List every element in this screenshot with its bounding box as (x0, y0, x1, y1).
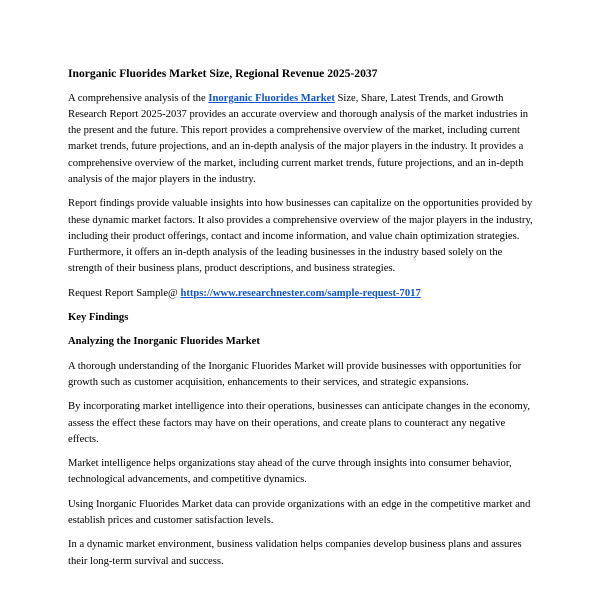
report-findings-paragraph: Report findings provide valuable insights into how businesses can capitalize on the opportunities provided by these dynamic market factors. It also provides a comprehensive overview of the major players in the industry, including their product offerings, contact and income information, and value chain optimization strategies. Furthermore, it offers an in-depth analysis of the leading businesses in the industry based solely on the strength of their business plans, product descriptions, and business strategies. (68, 198, 533, 275)
thorough-understanding-paragraph: A thorough understanding of the Inorganic Fluorides Market will provide businesses with opportunities for growth such as customer acquisition, enhancements to their services, and strategic expansions. (68, 360, 522, 388)
key-findings-heading: Key Findings (68, 312, 129, 324)
intelligence-insights-paragraph: Market intelligence helps organizations stay ahead of the curve through insights into consumer behavior, technological advancements, and competitive dynamics. (68, 458, 512, 486)
request-sample-line (68, 286, 533, 302)
document-title: Inorganic Fluorides Market Size, Regional Revenue 2025-2037 (68, 67, 378, 80)
analyzing-market-heading: Analyzing the Inorganic Fluorides Market (68, 336, 260, 348)
intro-paragraph (68, 91, 533, 189)
incorporating-intelligence-paragraph: By incorporating market intelligence into their operations, businesses can anticipate changes in the economy, assess the effect these factors may have on their operations, and create plans to counteract any negative effects. (68, 401, 531, 445)
inorganic-fluorides-market-link[interactable]: Inorganic Fluorides Market (208, 92, 335, 104)
using-market-data-paragraph: Using Inorganic Fluorides Market data can provide organizations with an edge in the competitive market and establish prices and customer satisfaction levels. (68, 498, 531, 527)
business-validation-paragraph: In a dynamic market environment, business validation helps companies develop business plans and assures their long-term survival and success. (68, 539, 522, 567)
sample-request-url-link[interactable]: https://www.researchnester.com/sample-request-7017 (180, 287, 421, 299)
request-sample-label: Request Report Sample@ (68, 287, 181, 299)
intro-text-before-link: A comprehensive analysis of the (68, 92, 209, 104)
intro-text-after-link: Size, Share, Latest Trends, and Growth Research Report 2025-2037 provides an accurate overview and thorough analysis of the market industries in the present and the future. This report provides a comprehensive overview of the market, including current market trends, future projections, and an in-depth analysis of the major players in the industry. It provides a comprehensive overview of the market, including current market trends, future projections, and an in-depth analysis of the major players in the industry. (68, 92, 529, 185)
